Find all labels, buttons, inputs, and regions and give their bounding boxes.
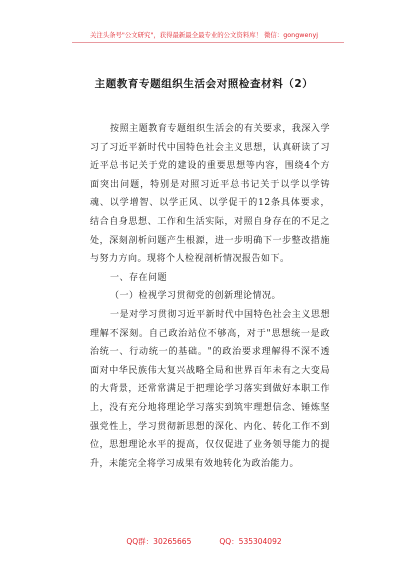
section-heading: 一、存在问题: [110, 272, 168, 283]
contact-footer: [0, 536, 408, 547]
qq-number: QQ：535304092: [219, 537, 282, 546]
qq-group-number: QQ群：30265665: [126, 537, 192, 546]
document-title: 主题教育专题组织生活会对照检查材料（2）: [94, 78, 314, 90]
header-divider: [72, 42, 344, 43]
promo-header: 关注头条号"公文研究"，获得最新最全最专业的公文资料库！ 微信：gongwenyj: [89, 31, 319, 39]
intro-paragraph: 按照主题教育专题组织生活会的有关要求，我深入学习了习近平新时代中国特色社会主义思想，认真研读了习近平总书记关于党的建设的重要思想等内容，围绕4个方面突出问题，特别是对照习近平总书记关于以学以学铸魂、以学增智、以学正风、以学促干的12条具体要求，结合自身思想、工作和生活实际，对照自身存在的不足之处，深刻剖析问题产生根源，进一步明确下一步整改措施与努力方向。现将个人检视剖析情况报告如下。: [90, 124, 330, 265]
body-paragraph: 一是对学习贯彻习近平新时代中国特色社会主义思想理解不深刻。自己政治站位不够高，对于"思想统一是政治统一、行动统一的基础。"的政治要求理解得不深不透面对中华民族伟大复兴战略全局和世界百年未有之大变局的大背景，还常常满足于把理论学习落实到做好本职工作上，没有充分地将理论学习落实到筑牢理想信念、锤炼坚强党性上，学习贯彻新思想的深化、内化、转化工作不到位，思想理论水平的提高，仅仅促进了业务领导能力的提升，未能完全将学习成果有效地转化为政治能力。: [90, 309, 330, 469]
document-body: [90, 120, 330, 473]
subsection-heading: （一）检视学习贯彻党的创新理论情况。: [110, 291, 282, 302]
